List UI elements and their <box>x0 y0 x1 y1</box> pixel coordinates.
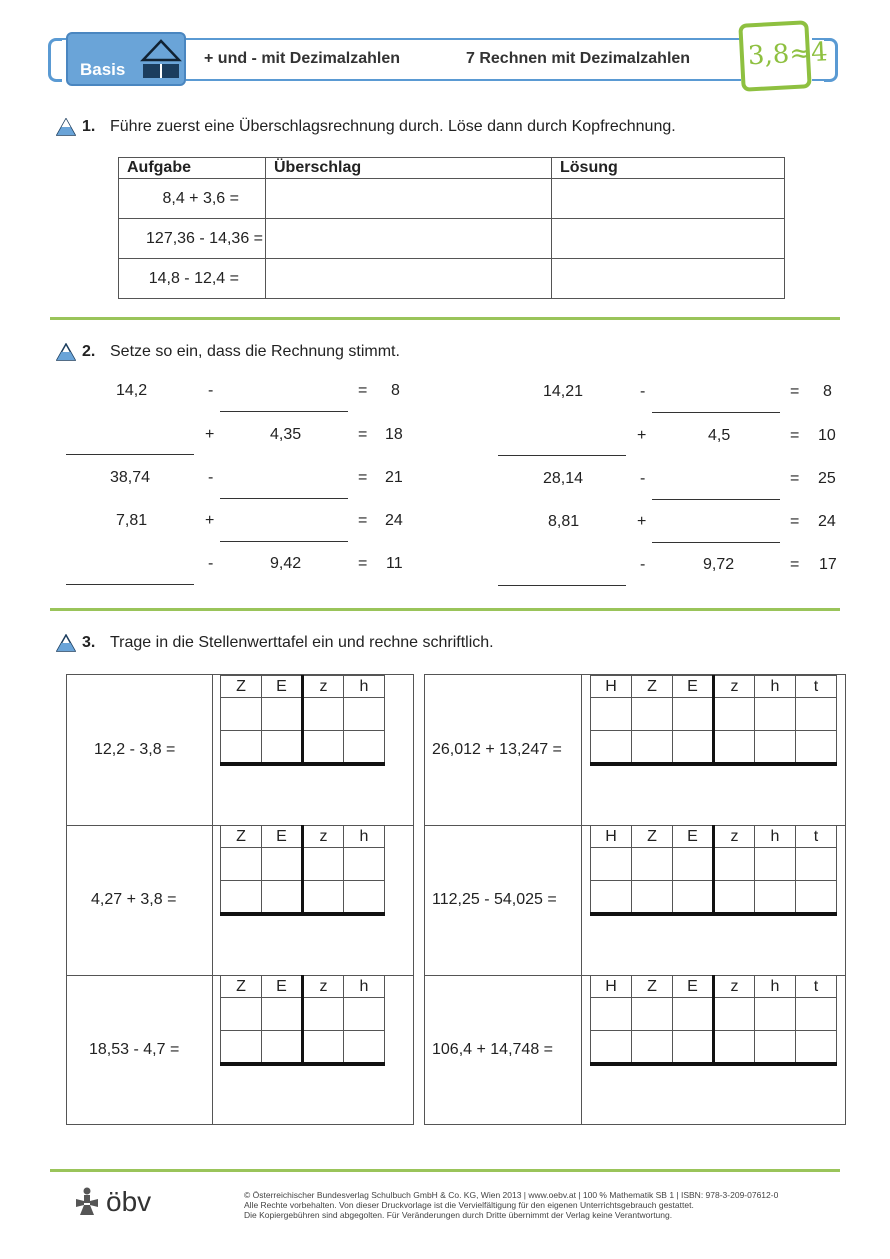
grid-cell[interactable] <box>303 698 344 731</box>
task-3-instruction: Trage in die Stellenwerttafel ein und rechne schriftlich. <box>110 634 494 651</box>
pyramid-small-icon <box>56 634 76 652</box>
header-rule-top <box>186 38 741 40</box>
equation-right-5-result: 17 <box>819 556 837 573</box>
equation-right-2-result: 10 <box>818 427 836 444</box>
grid-cell[interactable] <box>632 998 673 1031</box>
column-label: Z <box>632 976 673 998</box>
equation-left-3-a: 38,74 <box>110 469 151 486</box>
equation-right-3-op: - <box>640 470 646 487</box>
column-label: Z <box>632 826 673 848</box>
answer-blank[interactable] <box>66 454 194 455</box>
equation-right-5-b: 9,72 <box>703 556 735 573</box>
grid-cell[interactable] <box>632 731 673 764</box>
column-label: Z <box>221 976 262 998</box>
footer-divider <box>50 1169 840 1172</box>
grid-cell[interactable] <box>796 698 837 731</box>
header-rule-bottom <box>186 79 741 81</box>
answer-blank[interactable] <box>220 498 348 499</box>
task-2-instruction: Setze so ein, dass die Rechnung stimmt. <box>110 343 400 360</box>
equation-left-1-eq: = <box>358 382 368 399</box>
column-label: z <box>714 676 755 698</box>
task-expression: 14,8 - 12,4 = <box>119 259 266 299</box>
grid-cell[interactable] <box>344 998 385 1031</box>
equation-left-4-a: 7,81 <box>116 512 148 529</box>
written-task-expression: 26,012 + 13,247 = <box>432 741 562 758</box>
column-label: z <box>714 826 755 848</box>
grid-cell[interactable] <box>303 1031 344 1064</box>
equation-left-5-op: - <box>208 555 214 572</box>
grid-cell[interactable] <box>632 848 673 881</box>
grid-cell[interactable] <box>221 998 262 1031</box>
equation-left-2-b: 4,35 <box>270 426 302 443</box>
task-3-number: 3. <box>82 634 96 651</box>
equation-left-5-eq: = <box>358 555 368 572</box>
equation-left-3-result: 21 <box>385 469 403 486</box>
grid-cell[interactable] <box>344 698 385 731</box>
column-label: z <box>303 826 344 848</box>
topic-title: + und - mit Dezimalzahlen <box>204 50 401 67</box>
grid-cell[interactable] <box>591 698 632 731</box>
equation-left-4-result: 24 <box>385 512 403 529</box>
grid-cell[interactable] <box>262 1031 303 1064</box>
column-label: E <box>262 676 303 698</box>
estimate-label: 3,8≈4 <box>747 37 829 72</box>
grid-cell[interactable] <box>755 698 796 731</box>
column-label: t <box>796 976 837 998</box>
task-1-instruction: Führe zuerst eine Überschlagsrechnung durch. Löse dann durch Kopfrechnung. <box>110 118 676 135</box>
answer-blank[interactable] <box>220 411 348 412</box>
copyright-notice <box>244 1190 778 1220</box>
grid-cell[interactable] <box>221 731 262 764</box>
grid-cell[interactable] <box>591 731 632 764</box>
copyright-line: Alle Rechte vorbehalten. Von dieser Druckvorlage ist die Vervielfältigung für den eigenen Unterrichtsgebrauch gestattet. <box>244 1200 694 1210</box>
grid-cell[interactable] <box>714 731 755 764</box>
column-label: Z <box>632 676 673 698</box>
grid-cell[interactable] <box>591 881 632 914</box>
equation-right-4-op: + <box>637 513 647 530</box>
equation-left-4-eq: = <box>358 512 368 529</box>
grid-cell[interactable] <box>591 1031 632 1064</box>
written-task-expression: 18,53 - 4,7 = <box>89 1041 180 1058</box>
grid-cell[interactable] <box>221 848 262 881</box>
grid-cell[interactable] <box>714 698 755 731</box>
pyramid-small-icon <box>56 343 76 361</box>
column-label: h <box>755 976 796 998</box>
task-1-header <box>56 118 676 136</box>
equation-left-3-eq: = <box>358 469 368 486</box>
grid-cell[interactable] <box>673 848 714 881</box>
column-label: z <box>714 976 755 998</box>
equation-right-3-eq: = <box>790 470 800 487</box>
grid-cell[interactable] <box>591 848 632 881</box>
pyramid-small-icon <box>56 118 76 136</box>
publisher-logo <box>74 1186 151 1218</box>
estimate-cell[interactable] <box>266 259 552 299</box>
grid-cell[interactable] <box>673 881 714 914</box>
equation-left-1-result: 8 <box>391 382 400 399</box>
equation-right-5-eq: = <box>790 556 800 573</box>
grid-cell[interactable] <box>632 881 673 914</box>
grid-cell[interactable] <box>262 998 303 1031</box>
column-label: t <box>796 676 837 698</box>
grid-cell[interactable] <box>221 1031 262 1064</box>
grid-cell[interactable] <box>796 848 837 881</box>
grid-cell[interactable] <box>591 998 632 1031</box>
column-label: t <box>796 826 837 848</box>
grid-cell[interactable] <box>262 881 303 914</box>
table-row <box>119 259 785 299</box>
column-label: h <box>344 826 385 848</box>
section-divider <box>50 608 840 611</box>
column-label: h <box>344 676 385 698</box>
written-task-expression: 12,2 - 3,8 = <box>94 741 176 758</box>
column-label: h <box>755 826 796 848</box>
estimate-cell[interactable] <box>266 219 552 259</box>
written-task-expression: 106,4 + 14,748 = <box>432 1041 553 1058</box>
publisher-name: öbv <box>106 1186 152 1217</box>
answer-blank[interactable] <box>652 499 780 500</box>
task-2-header <box>56 343 400 361</box>
equation-right-1-op: - <box>640 383 646 400</box>
place-value-grid <box>590 825 837 916</box>
table-row <box>119 179 785 219</box>
task-1-number: 1. <box>82 118 96 135</box>
grid-cell[interactable] <box>755 731 796 764</box>
panel-divider <box>212 675 213 1124</box>
column-label: z <box>303 976 344 998</box>
grid-cell[interactable] <box>303 848 344 881</box>
col-header-loesung: Lösung <box>552 158 785 179</box>
equation-left-1-a: 14,2 <box>116 382 148 399</box>
equation-right-2-eq: = <box>790 427 800 444</box>
column-label: H <box>591 826 632 848</box>
place-value-grid <box>220 675 385 766</box>
task-expression: 8,4 + 3,6 = <box>119 179 266 219</box>
grid-cell[interactable] <box>755 998 796 1031</box>
grid-cell[interactable] <box>673 998 714 1031</box>
answer-blank[interactable] <box>66 584 194 585</box>
column-label: Z <box>221 826 262 848</box>
basis-label: Basis <box>80 60 126 79</box>
header-bracket-left <box>48 38 62 82</box>
grid-cell[interactable] <box>714 848 755 881</box>
grid-cell[interactable] <box>632 698 673 731</box>
answer-blank[interactable] <box>498 455 626 456</box>
equation-right-1-result: 8 <box>823 383 832 400</box>
answer-blank[interactable] <box>652 542 780 543</box>
equation-left-1-op: - <box>208 382 214 399</box>
column-label: E <box>673 976 714 998</box>
publisher-mark-icon <box>74 1187 100 1217</box>
grid-cell[interactable] <box>796 881 837 914</box>
task-3-header <box>56 634 494 652</box>
task-expression: 127,36 - 14,36 = <box>119 219 266 259</box>
equation-right-2-b: 4,5 <box>708 427 731 444</box>
column-label: E <box>262 976 303 998</box>
col-header-ueberschlag: Überschlag <box>266 158 552 179</box>
grid-cell[interactable] <box>262 731 303 764</box>
place-value-grid <box>590 975 837 1066</box>
panel-divider <box>581 675 582 1124</box>
equation-left-2-eq: = <box>358 426 368 443</box>
grid-cell[interactable] <box>344 881 385 914</box>
col-header-aufgabe: Aufgabe <box>119 158 266 179</box>
column-label: H <box>591 676 632 698</box>
equation-right-3-a: 28,14 <box>543 470 584 487</box>
grid-cell[interactable] <box>714 881 755 914</box>
answer-blank[interactable] <box>652 412 780 413</box>
grid-cell[interactable] <box>303 881 344 914</box>
column-label: E <box>673 676 714 698</box>
table-row <box>119 219 785 259</box>
equation-left-4-op: + <box>205 512 215 529</box>
equation-right-3-result: 25 <box>818 470 836 487</box>
answer-blank[interactable] <box>220 541 348 542</box>
grid-cell[interactable] <box>344 848 385 881</box>
solution-cell[interactable] <box>552 179 785 219</box>
task-2-number: 2. <box>82 343 96 360</box>
column-label: h <box>755 676 796 698</box>
column-label: z <box>303 676 344 698</box>
column-label: H <box>591 976 632 998</box>
column-label: Z <box>221 676 262 698</box>
grid-cell[interactable] <box>673 731 714 764</box>
grid-cell[interactable] <box>303 998 344 1031</box>
place-value-grid <box>590 675 837 766</box>
equation-right-5-op: - <box>640 556 646 573</box>
copyright-line: Die Kopiergebühren sind abgegolten. Für Veränderungen durch Dritte übernimmt der Verlag keine Verantwortung. <box>244 1210 673 1220</box>
equation-left-5-b: 9,42 <box>270 555 302 572</box>
chapter-title: 7 Rechnen mit Dezimalzahlen <box>466 50 691 67</box>
grid-cell[interactable] <box>755 1031 796 1064</box>
equation-right-1-a: 14,21 <box>543 383 584 400</box>
grid-cell[interactable] <box>673 1031 714 1064</box>
grid-cell[interactable] <box>796 998 837 1031</box>
grid-cell[interactable] <box>714 998 755 1031</box>
equation-right-1-eq: = <box>790 383 800 400</box>
grid-cell[interactable] <box>755 881 796 914</box>
place-value-grid <box>220 975 385 1066</box>
grid-cell[interactable] <box>221 881 262 914</box>
equation-left-2-op: + <box>205 426 215 443</box>
grid-cell[interactable] <box>344 731 385 764</box>
equation-right-4-eq: = <box>790 513 800 530</box>
grid-cell[interactable] <box>344 1031 385 1064</box>
section-divider <box>50 317 840 320</box>
copyright-line: © Österreichischer Bundesverlag Schulbuch GmbH & Co. KG, Wien 2013 | www.oebv.at | 100 % Mathematik SB 1 | ISBN: 978-3-209-07612-0 <box>244 1190 779 1200</box>
basis-badge <box>66 32 186 86</box>
grid-cell[interactable] <box>221 698 262 731</box>
equation-left-3-op: - <box>208 469 214 486</box>
grid-cell[interactable] <box>303 731 344 764</box>
grid-cell[interactable] <box>796 731 837 764</box>
equation-right-2-op: + <box>637 427 647 444</box>
grid-cell[interactable] <box>262 848 303 881</box>
pyramid-level-icon <box>140 38 182 82</box>
written-task-expression: 4,27 + 3,8 = <box>91 891 177 908</box>
equation-left-2-result: 18 <box>385 426 403 443</box>
estimate-cell[interactable] <box>266 179 552 219</box>
grid-cell[interactable] <box>673 698 714 731</box>
equation-left-5-result: 11 <box>386 555 403 572</box>
column-label: E <box>673 826 714 848</box>
column-label: E <box>262 826 303 848</box>
grid-cell[interactable] <box>262 698 303 731</box>
answer-blank[interactable] <box>498 585 626 586</box>
written-task-expression: 112,25 - 54,025 = <box>432 891 557 908</box>
solution-cell[interactable] <box>552 219 785 259</box>
equation-right-4-a: 8,81 <box>548 513 580 530</box>
solution-cell[interactable] <box>552 259 785 299</box>
grid-cell[interactable] <box>632 1031 673 1064</box>
estimate-badge <box>738 20 829 92</box>
grid-cell[interactable] <box>796 1031 837 1064</box>
estimate-table <box>118 157 785 299</box>
place-value-grid <box>220 825 385 916</box>
column-label: h <box>344 976 385 998</box>
equation-right-4-result: 24 <box>818 513 836 530</box>
grid-cell[interactable] <box>755 848 796 881</box>
grid-cell[interactable] <box>714 1031 755 1064</box>
